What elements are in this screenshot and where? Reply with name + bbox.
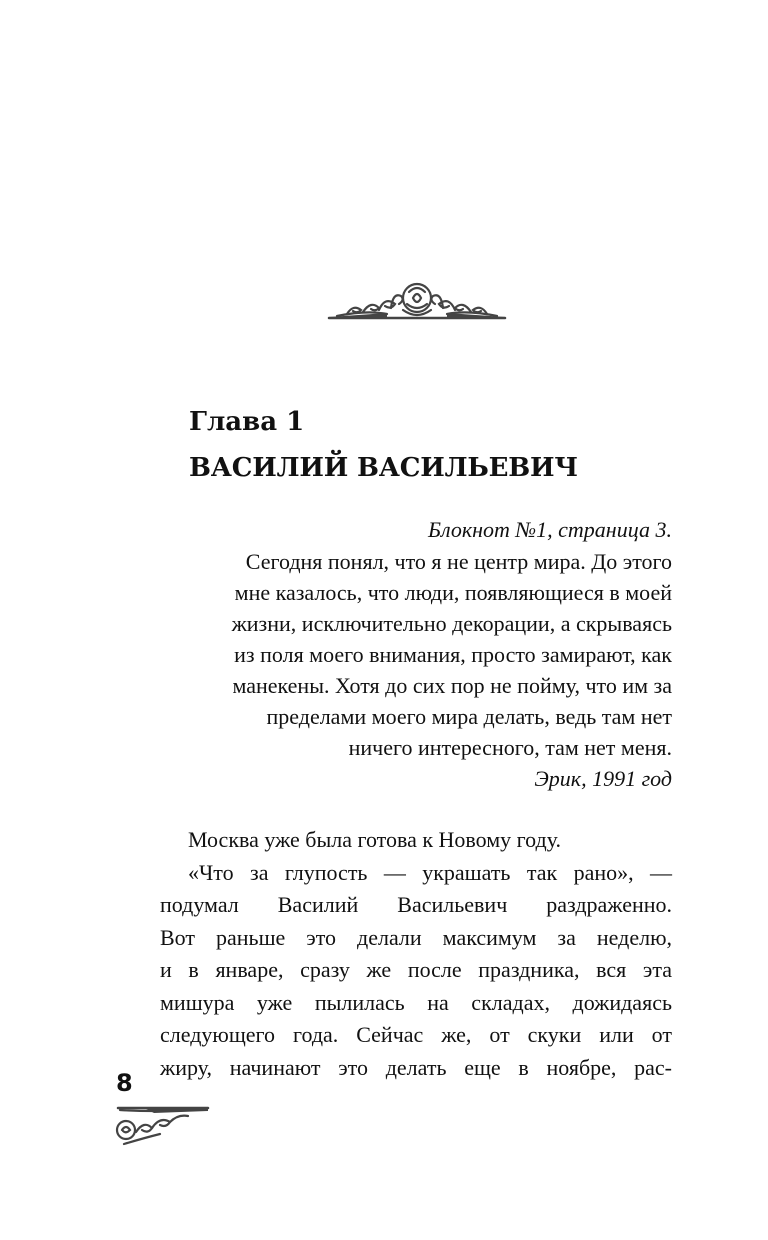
paragraph-line: Москва уже была готова к Новому году. [188, 827, 562, 852]
body-text [160, 824, 672, 1084]
paragraph-line: «Что за глупость — украшать так рано», — [188, 859, 672, 885]
epigraph-line: жизни, исключительно декорации, а скрываясь [231, 611, 672, 636]
chapter-label: Глава 1 [189, 407, 305, 437]
epigraph-line: мне казалось, что люди, появляющиеся в моей [234, 580, 672, 605]
epigraph-line: пределами моего мира делать, ведь там нет [266, 704, 672, 729]
epigraph-line: ничего интересного, там нет меня. [348, 735, 672, 760]
epigraph-line: Сегодня понял, что я не центр мира. До этого [245, 549, 672, 574]
paragraph-line: Вот раньше это делали максимум за неделю, [160, 924, 672, 950]
scroll-ornament-icon [327, 280, 507, 322]
chapter-heading [189, 404, 689, 486]
epigraph [160, 514, 672, 795]
page-number: 8 [116, 1069, 133, 1097]
paragraph-line: следующего года. Сейчас же, от скуки или от [160, 1022, 672, 1047]
epigraph-author: Эрик, 1991 год [534, 766, 672, 791]
corner-flourish-icon [114, 1104, 210, 1148]
chapter-title: ВАСИЛИЙ ВАСИЛЬЕВИЧ [189, 453, 578, 483]
paragraph-line: мишура уже пылилась на складах, дожидаясь [160, 989, 672, 1015]
epigraph-line: манекены. Хотя до сих пор не пойму, что им за [232, 673, 672, 698]
paragraph-line: жиру, начинают это делать еще в ноябре, рас- [160, 1054, 672, 1080]
paragraph-line: и в январе, сразу же после праздника, вся эта [160, 957, 672, 982]
epigraph-source: Блокнот №1, страница 3. [427, 517, 672, 542]
epigraph-line: из поля моего внимания, просто замирают, как [234, 642, 672, 667]
paragraph-line: подумал Василий Васильевич раздраженно. [160, 892, 672, 917]
